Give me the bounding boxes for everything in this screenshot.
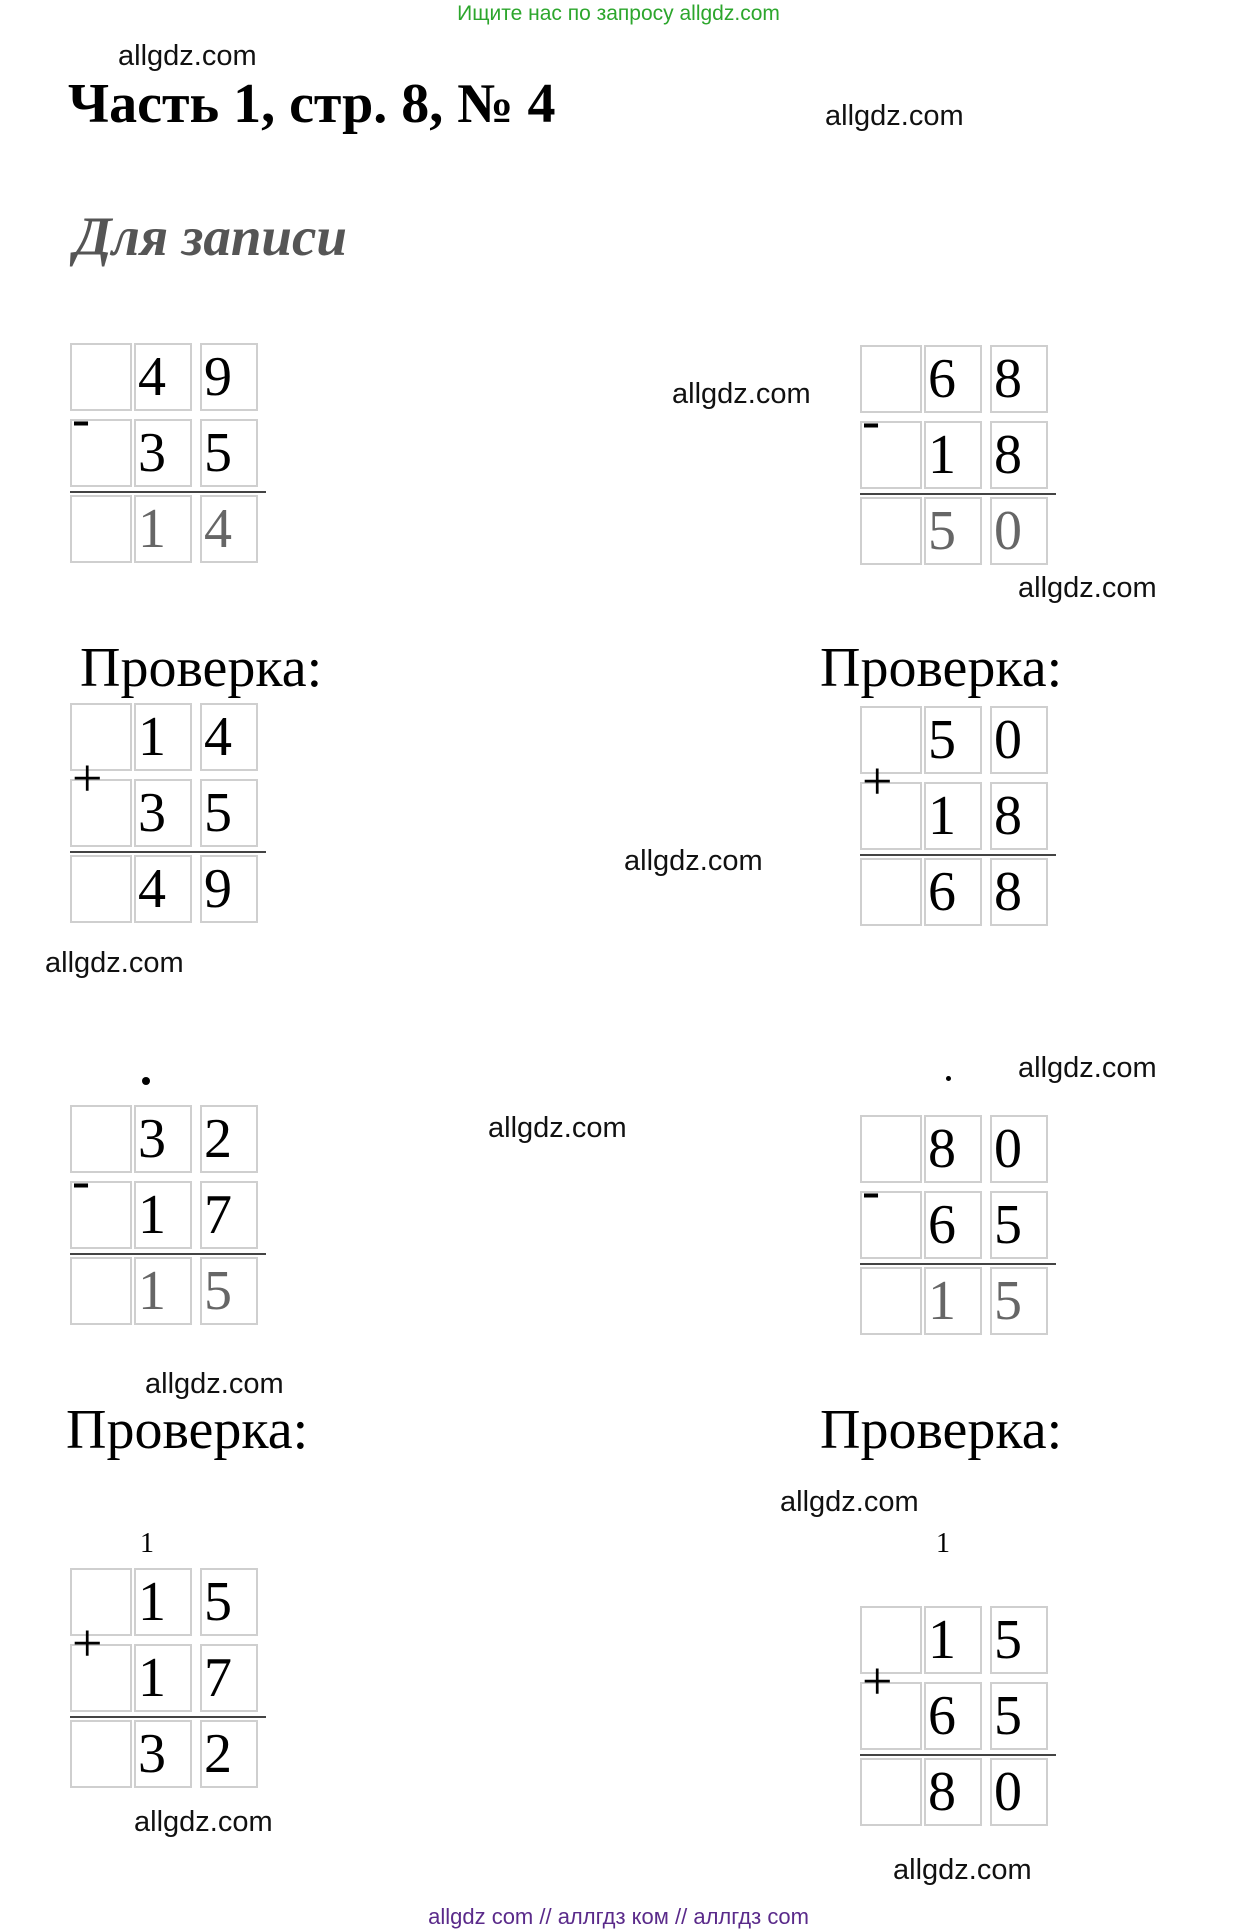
digit-cell: 8 xyxy=(990,421,1048,489)
grid-cell xyxy=(860,1267,922,1335)
grid-cell xyxy=(860,1758,922,1826)
sum-line xyxy=(860,1754,1056,1756)
grid-cell xyxy=(70,855,132,923)
digit-cell: 1 xyxy=(924,1606,982,1674)
result-cell: 8 xyxy=(990,858,1048,926)
digit-cell: 2 xyxy=(200,1105,258,1173)
addition-problem xyxy=(860,1606,1056,1832)
top-banner[interactable]: Ищите нас по запросу allgdz.com xyxy=(457,2,780,25)
addition-problem xyxy=(70,703,266,929)
result-cell: 4 xyxy=(134,855,192,923)
grid-cell xyxy=(70,1720,132,1788)
minus-sign: - xyxy=(72,1150,90,1210)
result-cell: 4 xyxy=(200,495,258,563)
digit-cell: 7 xyxy=(200,1644,258,1712)
digit-cell: 1 xyxy=(134,703,192,771)
digit-cell: 1 xyxy=(134,1644,192,1712)
subtraction-problem xyxy=(70,343,266,569)
watermark: allgdz.com xyxy=(488,1112,627,1144)
sum-line xyxy=(70,1253,266,1255)
digit-cell: 3 xyxy=(134,779,192,847)
result-cell: 2 xyxy=(200,1720,258,1788)
watermark: allgdz.com xyxy=(134,1806,273,1838)
watermark: allgdz.com xyxy=(118,40,257,72)
subtitle: Для записи xyxy=(74,206,348,267)
result-cell: 8 xyxy=(924,1758,982,1826)
plus-sign: + xyxy=(862,1651,893,1711)
result-cell: 9 xyxy=(200,855,258,923)
result-cell: 6 xyxy=(924,858,982,926)
check-label: Проверка: xyxy=(820,637,1063,699)
digit-cell: 8 xyxy=(924,1115,982,1183)
digit-cell: 9 xyxy=(200,343,258,411)
carry-digit: 1 xyxy=(936,1528,950,1559)
borrow-dot xyxy=(946,1076,951,1081)
digit-cell: 8 xyxy=(990,782,1048,850)
minus-sign: - xyxy=(72,388,90,448)
sum-line xyxy=(70,1716,266,1718)
grid-cell xyxy=(70,1257,132,1325)
watermark: allgdz.com xyxy=(893,1854,1032,1886)
digit-cell: 5 xyxy=(990,1606,1048,1674)
digit-cell: 3 xyxy=(134,419,192,487)
digit-cell: 6 xyxy=(924,1682,982,1750)
watermark: allgdz.com xyxy=(672,378,811,410)
digit-cell: 5 xyxy=(200,1568,258,1636)
digit-cell: 0 xyxy=(990,1115,1048,1183)
sum-line xyxy=(70,851,266,853)
digit-cell: 1 xyxy=(134,1181,192,1249)
result-cell: 5 xyxy=(200,1257,258,1325)
borrow-dot xyxy=(142,1077,150,1085)
sum-line xyxy=(70,491,266,493)
digit-cell: 5 xyxy=(200,419,258,487)
plus-sign: + xyxy=(72,748,103,808)
addition-problem xyxy=(860,706,1056,932)
watermark: allgdz.com xyxy=(1018,1052,1157,1084)
subtraction-problem xyxy=(70,1105,266,1331)
footer-links[interactable]: allgdz com // аллгдз ком // аллгдз com xyxy=(428,1904,809,1929)
plus-sign: + xyxy=(862,751,893,811)
grid-cell xyxy=(860,858,922,926)
result-cell: 5 xyxy=(924,497,982,565)
digit-cell: 6 xyxy=(924,345,982,413)
digit-cell: 7 xyxy=(200,1181,258,1249)
carry-digit: 1 xyxy=(140,1528,154,1559)
result-cell: 1 xyxy=(134,495,192,563)
sum-line xyxy=(860,1263,1056,1265)
result-cell: 0 xyxy=(990,497,1048,565)
result-cell: 5 xyxy=(990,1267,1048,1335)
digit-cell: 5 xyxy=(924,706,982,774)
digit-cell: 5 xyxy=(990,1191,1048,1259)
result-cell: 1 xyxy=(134,1257,192,1325)
addition-problem xyxy=(70,1568,266,1794)
result-cell: 1 xyxy=(924,1267,982,1335)
digit-cell: 3 xyxy=(134,1105,192,1173)
digit-cell: 1 xyxy=(924,782,982,850)
watermark: allgdz.com xyxy=(825,100,964,132)
subtraction-problem xyxy=(860,345,1056,571)
sum-line xyxy=(860,854,1056,856)
subtraction-problem xyxy=(860,1115,1056,1341)
check-label: Проверка: xyxy=(820,1399,1063,1461)
minus-sign: - xyxy=(862,390,880,450)
minus-sign: - xyxy=(862,1160,880,1220)
watermark: allgdz.com xyxy=(780,1486,919,1518)
grid-cell xyxy=(860,497,922,565)
watermark: allgdz.com xyxy=(1018,572,1157,604)
digit-cell: 4 xyxy=(200,703,258,771)
digit-cell: 6 xyxy=(924,1191,982,1259)
page-title: Часть 1, стр. 8, № 4 xyxy=(68,73,556,135)
watermark: allgdz.com xyxy=(45,947,184,979)
digit-cell: 5 xyxy=(990,1682,1048,1750)
sum-line xyxy=(860,493,1056,495)
watermark: allgdz.com xyxy=(145,1368,284,1400)
digit-cell: 8 xyxy=(990,345,1048,413)
check-label: Проверка: xyxy=(66,1399,309,1461)
check-label: Проверка: xyxy=(80,637,323,699)
plus-sign: + xyxy=(72,1613,103,1673)
watermark: allgdz.com xyxy=(624,845,763,877)
digit-cell: 4 xyxy=(134,343,192,411)
digit-cell: 0 xyxy=(990,706,1048,774)
digit-cell: 1 xyxy=(924,421,982,489)
grid-cell xyxy=(70,495,132,563)
result-cell: 3 xyxy=(134,1720,192,1788)
digit-cell: 5 xyxy=(200,779,258,847)
digit-cell: 1 xyxy=(134,1568,192,1636)
result-cell: 0 xyxy=(990,1758,1048,1826)
